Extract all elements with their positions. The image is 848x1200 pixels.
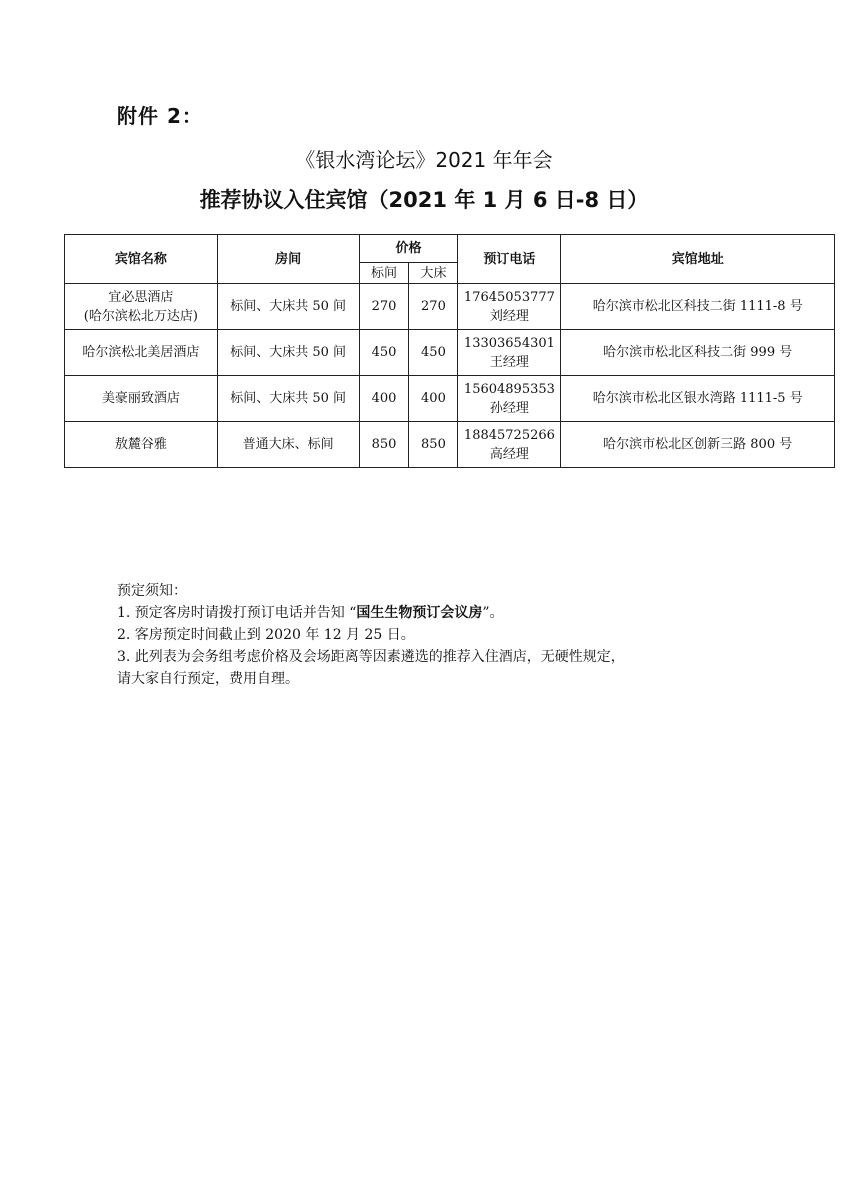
note-item-3: 3. 此列表为会务组考虑价格及会场距离等因素遴选的推荐入住酒店，无硬性规定， xyxy=(117,649,625,665)
room-cell: 标间、大床共 50 间 xyxy=(217,330,359,376)
price-king-cell: 450 xyxy=(409,330,458,376)
address-cell: 哈尔滨市松北区创新三路 800 号 xyxy=(561,422,835,468)
room-cell: 标间、大床共 50 间 xyxy=(217,284,359,330)
contact-manager: 孙经理 xyxy=(489,400,529,416)
hotel-name-cell xyxy=(65,284,218,330)
hotel-name: 宜必思酒店 xyxy=(108,289,174,305)
header-hotel-name: 宾馆名称 xyxy=(65,235,218,284)
phone-cell xyxy=(458,284,561,330)
hotel-table xyxy=(64,234,835,468)
table-row xyxy=(65,284,835,330)
note-item-1 xyxy=(117,602,625,624)
room-cell: 标间、大床共 50 间 xyxy=(217,376,359,422)
table-row xyxy=(65,422,835,468)
phone-cell xyxy=(458,330,561,376)
header-price-standard: 标间 xyxy=(359,263,409,284)
contact-manager: 刘经理 xyxy=(489,308,529,324)
phone-number: 17645053777 xyxy=(463,289,555,305)
contact-manager: 王经理 xyxy=(489,354,529,370)
note-item-2: 2. 客房预定时间截止到 2020 年 12 月 25 日。 xyxy=(117,627,415,643)
price-king-cell: 400 xyxy=(409,376,458,422)
note-item-3-cont: 请大家自行预定，费用自理。 xyxy=(117,671,299,687)
table-row xyxy=(65,330,835,376)
table-row xyxy=(65,376,835,422)
hotel-name-sub: (哈尔滨松北万达店) xyxy=(83,308,198,324)
price-standard-cell: 850 xyxy=(359,422,409,468)
room-cell: 普通大床、标间 xyxy=(217,422,359,468)
contact-manager: 高经理 xyxy=(489,446,529,462)
note-1-emphasis: 国生生物预订会议房 xyxy=(356,605,483,621)
header-room: 房间 xyxy=(217,235,359,284)
note-1-prefix: 1. 预定客房时请拨打预订电话并告知 “ xyxy=(117,605,357,621)
header-address: 宾馆地址 xyxy=(561,235,835,284)
price-king-cell: 270 xyxy=(409,284,458,330)
price-standard-cell: 270 xyxy=(359,284,409,330)
hotel-name-cell: 哈尔滨松北美居酒店 xyxy=(65,330,218,376)
price-king-cell: 850 xyxy=(409,422,458,468)
address-cell: 哈尔滨市松北区科技二街 1111-8 号 xyxy=(561,284,835,330)
table-header-row xyxy=(65,235,835,263)
header-price-king: 大床 xyxy=(409,263,458,284)
phone-cell xyxy=(458,422,561,468)
booking-notes xyxy=(117,580,625,690)
price-standard-cell: 400 xyxy=(359,376,409,422)
address-cell: 哈尔滨市松北区科技二街 999 号 xyxy=(561,330,835,376)
header-price: 价格 xyxy=(359,235,458,263)
document-subtitle: 推荐协议入住宾馆（2021 年 1 月 6 日-8 日） xyxy=(199,188,649,212)
price-standard-cell: 450 xyxy=(359,330,409,376)
document-title: 《银水湾论坛》2021 年年会 xyxy=(295,148,553,172)
phone-number: 15604895353 xyxy=(463,381,555,397)
notes-heading: 预定须知： xyxy=(117,583,187,599)
hotel-name-cell: 美豪丽致酒店 xyxy=(65,376,218,422)
note-1-suffix: ”。 xyxy=(482,605,504,621)
hotel-name-cell: 敖麓谷雅 xyxy=(65,422,218,468)
phone-cell xyxy=(458,376,561,422)
phone-number: 13303654301 xyxy=(463,335,555,351)
phone-number: 18845725266 xyxy=(463,427,555,443)
attachment-label: 附件 2： xyxy=(117,104,203,128)
header-phone: 预订电话 xyxy=(458,235,561,284)
address-cell: 哈尔滨市松北区银水湾路 1111-5 号 xyxy=(561,376,835,422)
